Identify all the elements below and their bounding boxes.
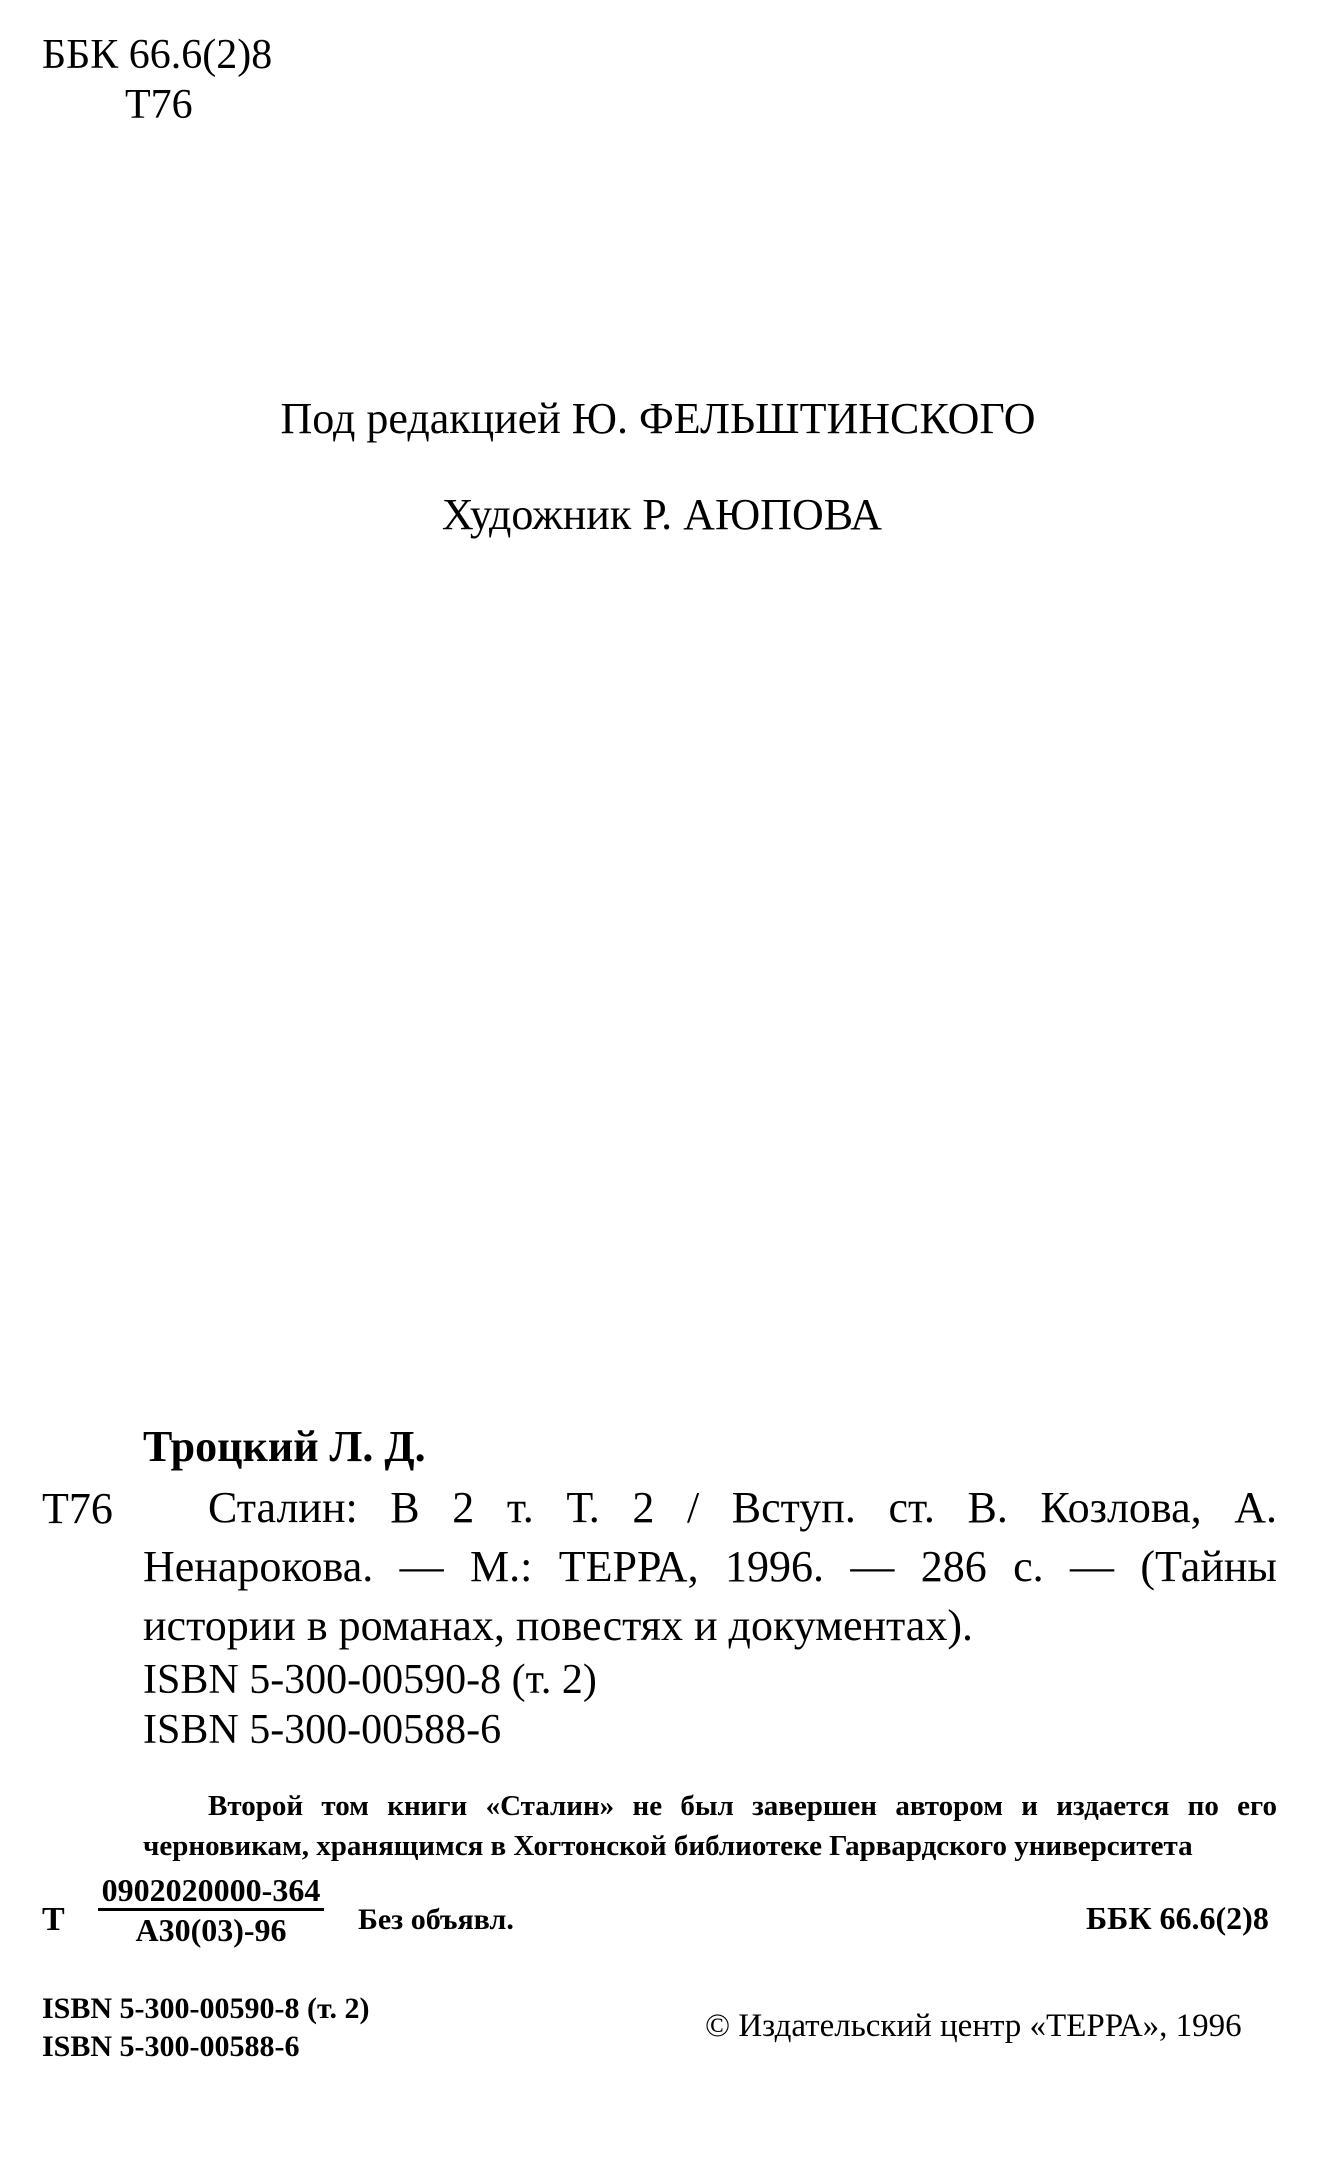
card-author: Троцкий Л. Д. [143,1422,426,1471]
imprint-letter: Т [42,1901,65,1938]
author-mark: Т76 [125,82,193,128]
imprint-code-denominator: А30(03)-96 [135,1912,287,1948]
card-author-mark: Т76 [42,1484,113,1533]
card-isbn-volume: ISBN 5-300-00590-8 (т. 2) [143,1657,597,1703]
imprint-code-numerator: 0902020000-364 [98,1872,325,1911]
card-annotation: Второй том книги «Сталин» не был завершен автором и издается по его черновикам, хранящимся в Хогтонской библиотеке Гарвардского университета [143,1790,1277,1862]
imprint-bbk: ББК 66.6(2)8 [1086,1900,1269,1936]
editor-credit [0,392,1324,446]
copyright-notice: © Издательский центр «ТЕРРА», 1996 [705,2008,1242,2044]
imprint-isbn-volume: ISBN 5-300-00590-8 (т. 2) [42,1992,370,2025]
imprint-isbn-set: ISBN 5-300-00588-6 [42,2030,300,2063]
card-isbn-set: ISBN 5-300-00588-6 [143,1707,502,1753]
imprint-code-fraction [76,1870,346,1950]
editor-credit-text: Под редакцией Ю. ФЕЛЬШТИНСКОГО [280,394,1036,443]
artist-credit: Художник Р. АЮПОВА [441,490,883,539]
no-ads-note: Без объявл. [358,1903,514,1936]
card-description: Сталин: В 2 т. Т. 2 / Вступ. ст. В. Козлова, А. Ненарокова. — М.: ТЕРРА, 1996. — 286 с. — (Тайны истории в романах, повестях и документах). [143,1483,1277,1650]
bbk-classification: ББК 66.6(2)8 [42,32,273,78]
